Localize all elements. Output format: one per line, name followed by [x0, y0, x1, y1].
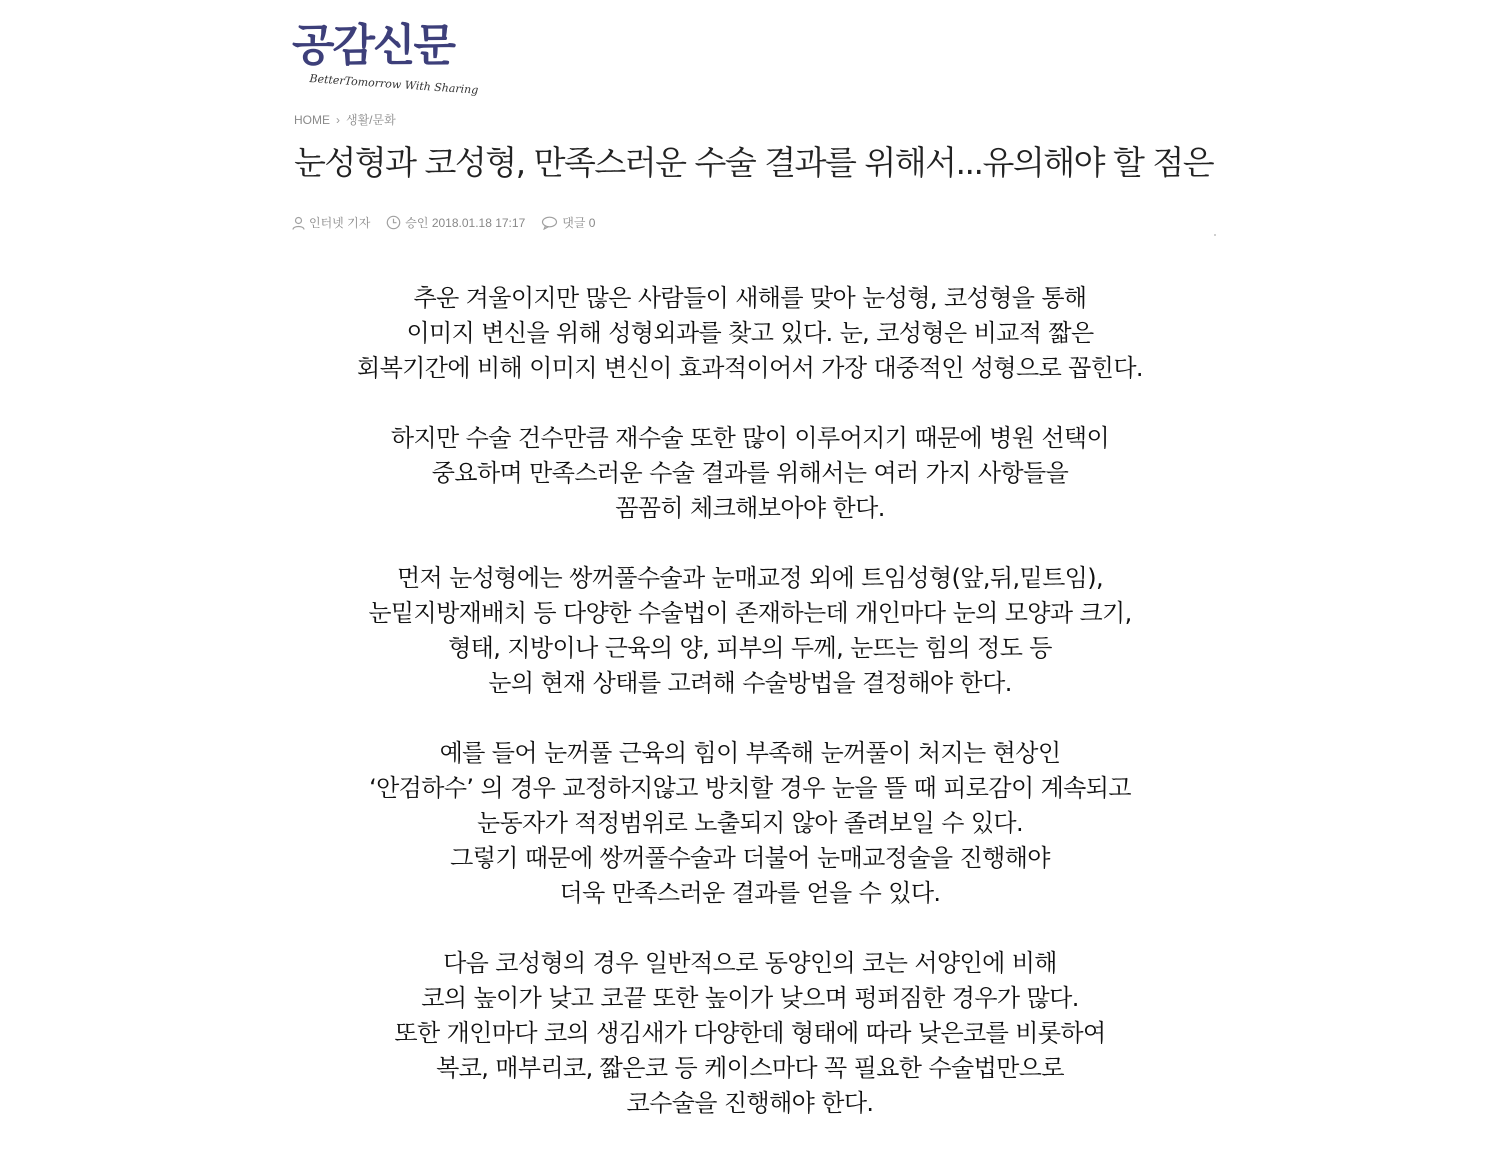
- paragraph-line: 추운 겨울이지만 많은 사람들이 새해를 맞아 눈성형, 코성형을 통해: [413, 284, 1087, 312]
- paragraph-line: 그렇기 때문에 쌍꺼풀수술과 더불어 눈매교정술을 진행해야: [450, 844, 1050, 872]
- paragraph-line: 하지만 수술 건수만큼 재수술 또한 많이 이루어지기 때문에 병원 선택이: [390, 424, 1110, 452]
- comment-count[interactable]: 댓글 0: [562, 216, 596, 230]
- article-title: 눈성형과 코성형, 만족스러운 수술 결과를 위해서...유의해야 할 점은: [294, 143, 1214, 182]
- comments-meta[interactable]: [541, 214, 595, 231]
- breadcrumb: [294, 111, 396, 128]
- clock-icon: [386, 215, 401, 230]
- comment-bubble-icon: [541, 216, 558, 230]
- paragraph-line: 예를 들어 눈꺼풀 근육의 힘이 부족해 눈꺼풀이 처지는 현상인: [439, 739, 1061, 767]
- date-meta: [386, 214, 525, 231]
- paragraph: [250, 946, 1250, 1121]
- paragraph-line: 다음 코성형의 경우 일반적으로 동양인의 코는 서양인에 비해: [443, 949, 1057, 977]
- paragraph: [250, 561, 1250, 701]
- paragraph-line: 코의 높이가 낮고 코끝 또한 높이가 낮으며 펑퍼짐한 경우가 많다.: [421, 984, 1079, 1012]
- article-body: [250, 281, 1250, 1156]
- paragraph-line: 꼼꼼히 체크해보아야 한다.: [615, 494, 885, 522]
- author-name: 인터넷 기자: [309, 216, 371, 230]
- paragraph-line: 먼저 눈성형에는 쌍꺼풀수술과 눈매교정 외에 트임성형(앞,뒤,밑트임),: [396, 564, 1104, 592]
- breadcrumb-home[interactable]: HOME: [294, 112, 330, 127]
- logo-tagline: BetterTomorrow With Sharing: [309, 72, 479, 97]
- paragraph: [250, 281, 1250, 386]
- logo-wordmark: 공감신문: [292, 20, 455, 71]
- separator-dot: [1214, 234, 1216, 236]
- breadcrumb-section[interactable]: 생활/문화: [346, 113, 396, 127]
- paragraph-line: 눈동자가 적정범위로 노출되지 않아 졸려보일 수 있다.: [476, 809, 1024, 837]
- paragraph-line: 복코, 매부리코, 짧은코 등 케이스마다 꼭 필요한 수술법만으로: [436, 1054, 1064, 1082]
- paragraph: [250, 421, 1250, 526]
- paragraph-line: 눈밑지방재배치 등 다양한 수술법이 존재하는데 개인마다 눈의 모양과 크기,: [368, 599, 1132, 627]
- paragraph-line: 형태, 지방이나 근육의 양, 피부의 두께, 눈뜨는 힘의 정도 등: [448, 634, 1052, 662]
- paragraph-line: 눈의 현재 상태를 고려해 수술방법을 결정해야 한다.: [488, 669, 1012, 697]
- paragraph-line: 이미지 변신을 위해 성형외과를 찾고 있다. 눈, 코성형은 비교적 짧은: [406, 319, 1094, 347]
- chevron-right-icon: ›: [336, 112, 340, 127]
- paragraph-line: 중요하며 만족스러운 수술 결과를 위해서는 여러 가지 사항들을: [431, 459, 1069, 487]
- site-logo[interactable]: [292, 20, 482, 98]
- paragraph-line: 코수술을 진행해야 한다.: [626, 1089, 874, 1117]
- article-meta: [292, 214, 595, 231]
- paragraph-line: 더욱 만족스러운 결과를 얻을 수 있다.: [559, 879, 941, 907]
- person-icon: [292, 216, 305, 230]
- paragraph-line: 회복기간에 비해 이미지 변신이 효과적이어서 가장 대중적인 성형으로 꼽힌다.: [357, 354, 1143, 382]
- approval-date: 승인 2018.01.18 17:17: [405, 216, 526, 230]
- author-meta: [292, 214, 370, 231]
- paragraph-line: 또한 개인마다 코의 생김새가 다양한데 형태에 따라 낮은코를 비롯하여: [394, 1019, 1106, 1047]
- paragraph: [250, 736, 1250, 911]
- paragraph-line: ‘안검하수’ 의 경우 교정하지않고 방치할 경우 눈을 뜰 때 피로감이 계속되고: [369, 774, 1131, 802]
